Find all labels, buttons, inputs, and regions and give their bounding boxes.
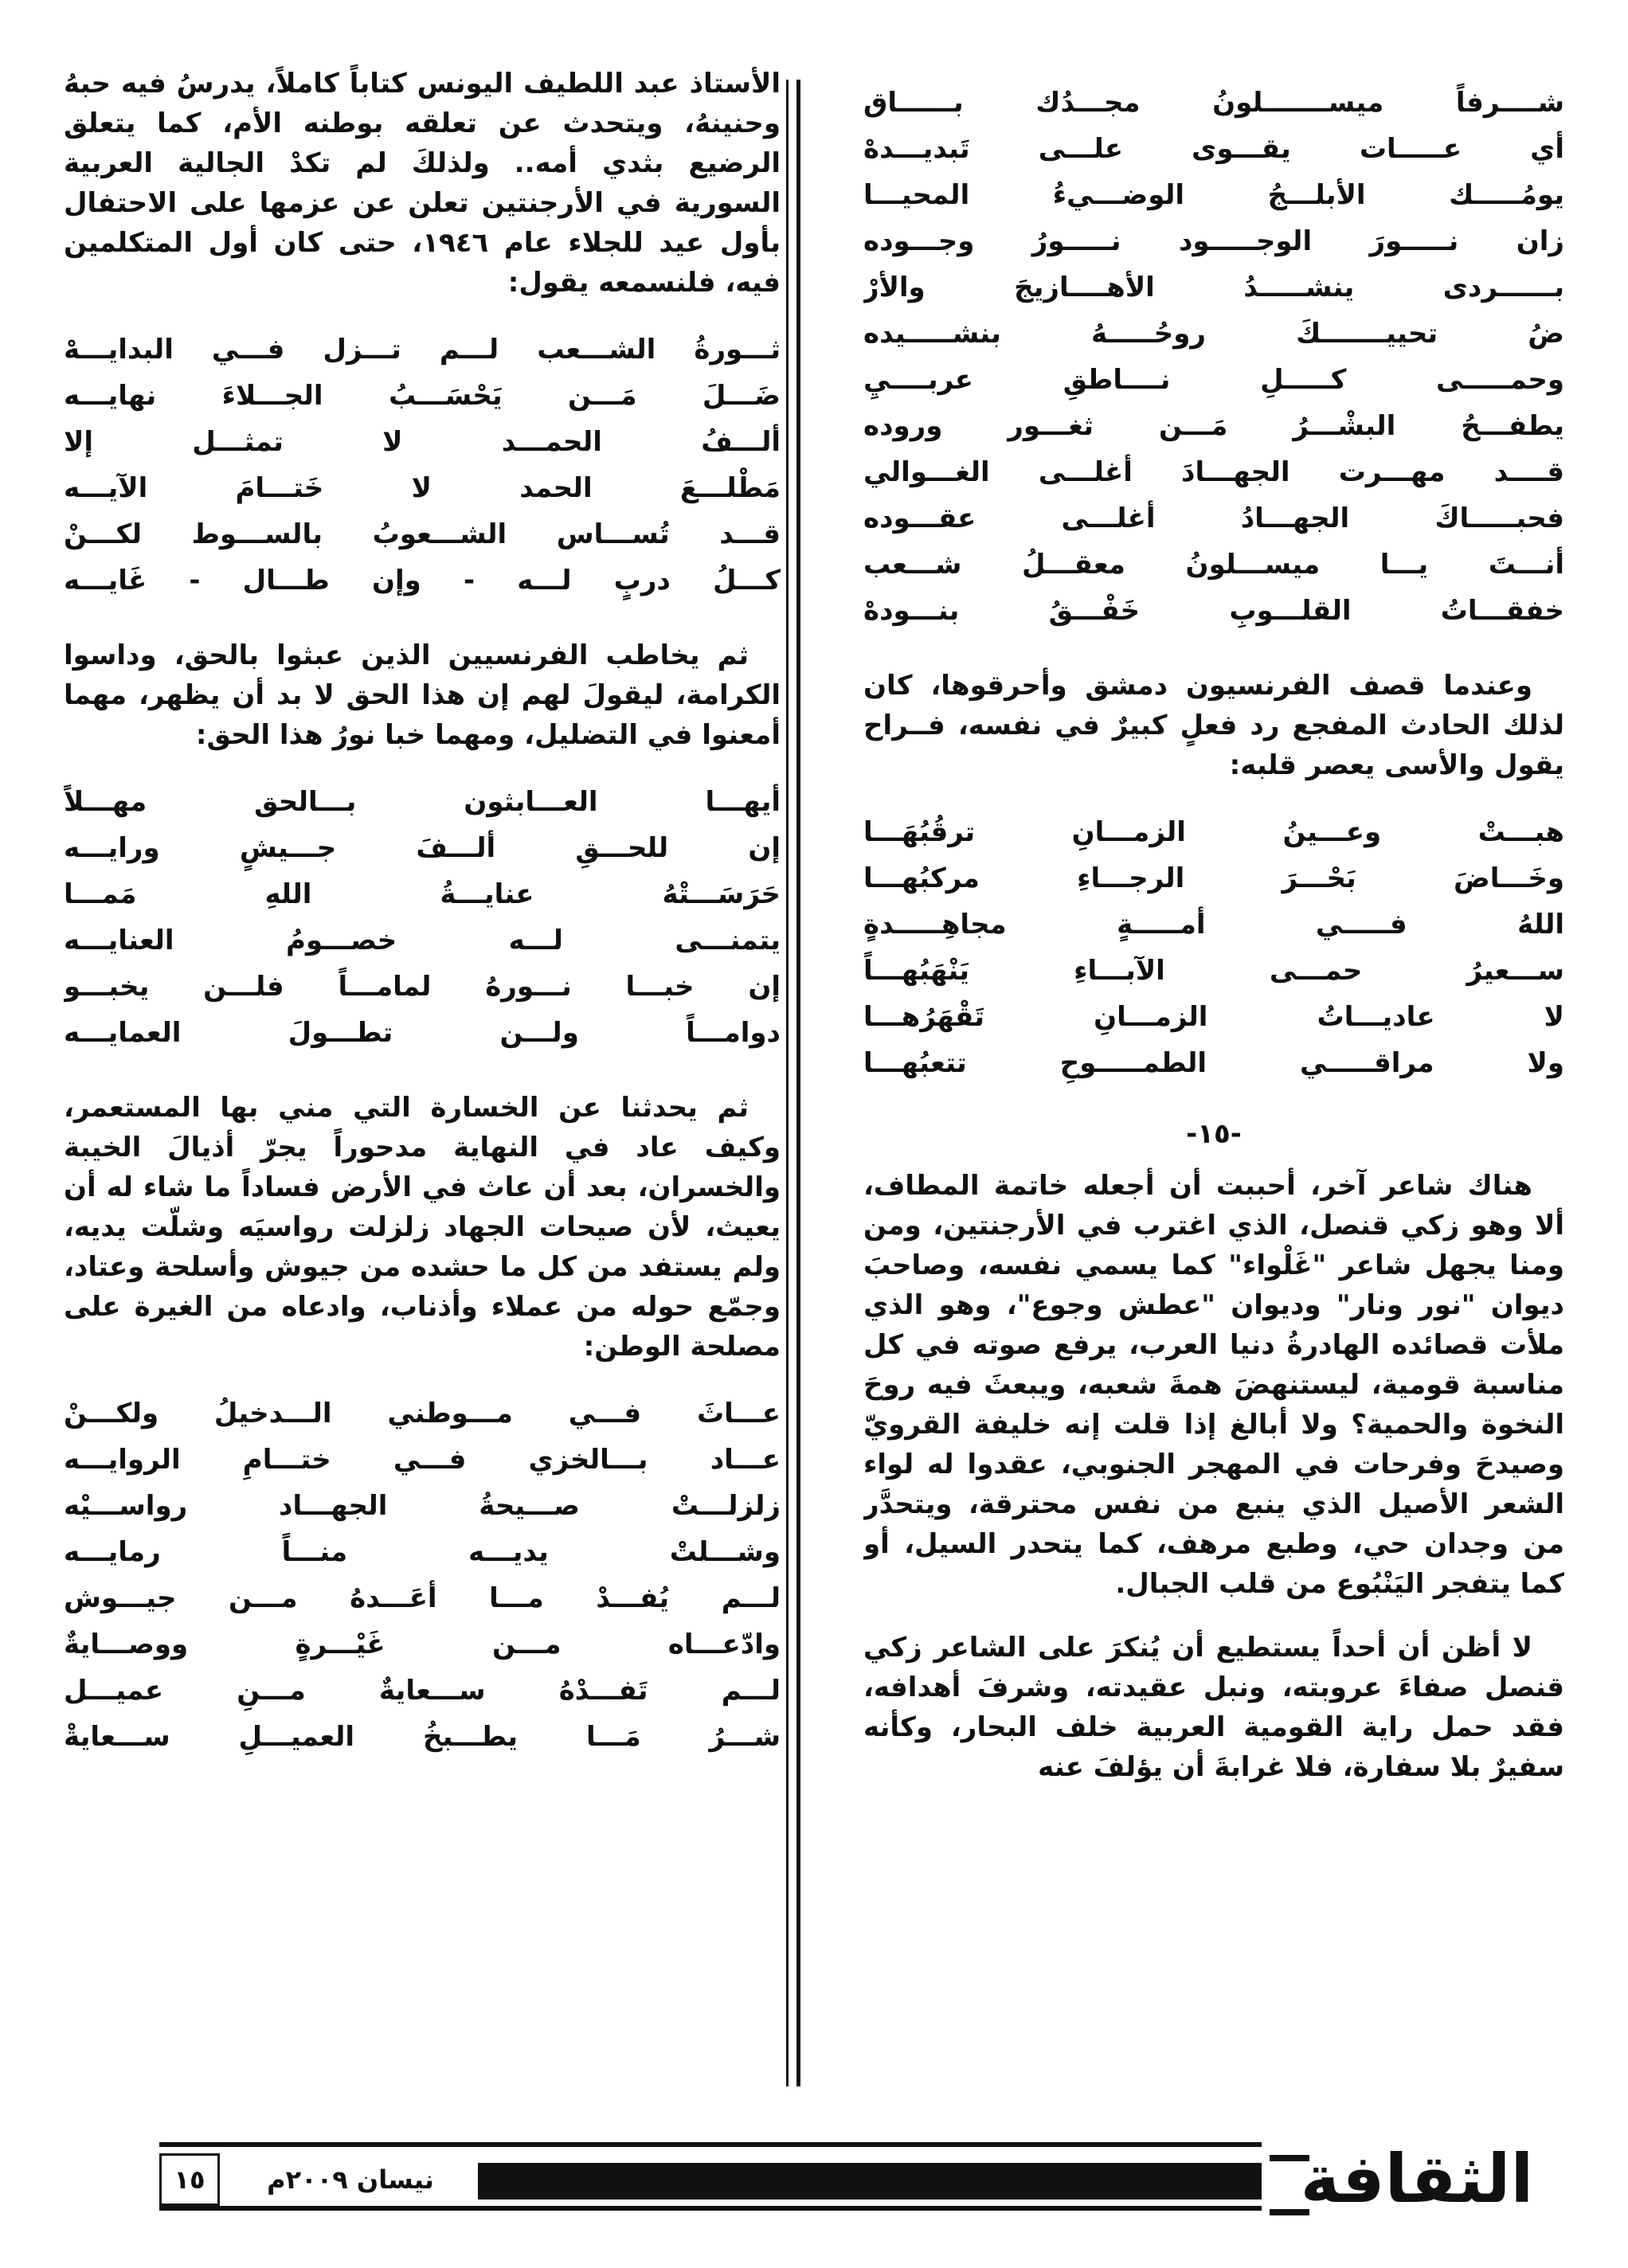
- poem-line: عـــاثَ فـــي مـــوطني الـــدخيلُ ولكـــنْ: [64, 1398, 781, 1429]
- paragraph: هناك شاعر آخر، أحببت أن أجعله خاتمة المطاف، ألا وهو زكي قنصل، الذي اغترب في الأرجنتين، ومن ومنا يجهل شاعر "غَلْواء" كما يسمي نفسه، وصاحبَ ديوان "نور ونار" وديوان "عطش وجوع"، وهو الذي ملأت قصائده الهادرةُ دنيا العرب، يرفع صوته في كل مناسبة قومية، ليستنهضَ همةَ شعبه، ويبعثَ فيه روحَ النخوة والحمية؟ ولا أبالغ إذا قلت إنه خليفة القرويّ وصيدحَ وفرحات في المهجر الجنوبي، عقدوا له لواء الشعر الأصيل الذي ينبع من نفس محترقة، ويتحدَّر من وجدان حي، وطبع مرهف، كما يتحدر السيل، أو كما يتفجر اليَنْبُوع من قلب الجبال.: [863, 1170, 1564, 1600]
- poem-intruder: [64, 1390, 781, 1760]
- poem-line: ضَـــلَ مَـــن يَحْسَـــبُ الجـــلاءَ نهايـــه: [64, 380, 781, 412]
- poem-line: ألـــفُ الحمـــد لا تمثـــل إلا: [64, 426, 781, 458]
- footer-rule: [159, 2142, 1262, 2147]
- poem-line: ثـــورةُ الشـــعب لـــم تـــزل فـــي البدايـــهْ: [64, 334, 781, 366]
- poem-line: أنـــتَ يـــا ميســـلونُ معقـــلُ شـــعب: [863, 549, 1564, 581]
- poem-line: دوامـــاً ولـــن تطـــولَ العمايـــه: [64, 1017, 781, 1049]
- poem-damascus: [863, 809, 1564, 1086]
- paragraph: لا أظن أن أحداً يستطيع أن يُنكرَ على الشاعر زكي قنصل صفاءَ عروبته، ونبل عقيدته، وشرفَ أهدافه، فقد حمل راية القومية العربية خلف البحار، وكأنه سفيرٌ بلا سفارة، فلا غرابةَ أن يؤلفَ عنه: [863, 1632, 1564, 1783]
- poem-line: بــــــردى ينشـــــدُ الأهــــازيجَ والأرْ: [863, 272, 1564, 303]
- poem-maysalun: [863, 80, 1564, 634]
- issue-date: نيسان ٢٠٠٩م: [267, 2164, 434, 2195]
- poem-line: قــــد مهـــرت الجهـــادَ أغلـــى الغـــوالي: [863, 456, 1564, 488]
- paragraph: الأستاذ عبد اللطيف اليونس كتاباً كاملاً، يدرسُ فيه حبهُ وحنينهُ، ويتحدث عن تعلقه بوطنه الأم، كما يتعلق الرضيع بثدي أمه.. ولذلكَ لم تكدْ الجالية العربية السورية في الأرجنتين تعلن عن عزمها على الاحتفال بأول عيد للجلاء عام ١٩٤٦، حتى كان أول المتكلمين فيه، فلنسمعه يقول:: [64, 68, 781, 299]
- page-number: ١٥: [159, 2153, 220, 2206]
- poem-line: ســـعيرُ حمـــى الآبـــاءِ يَنْهَبُهـــاً: [863, 955, 1564, 987]
- footer-rule: [159, 2206, 1262, 2211]
- footer-bar: [478, 2163, 1262, 2200]
- poem-line: لـــم تَفـــدْهُ ســـعايةٌ مـــنِ عميـــل: [64, 1675, 781, 1707]
- poem-line: ضُ تحييـــــــكَ روحُـــــهُ بنشـــــيده: [863, 318, 1564, 350]
- poem-line: شــــرفاً ميســـــــلونُ مجـــدُك بــــــاق: [863, 87, 1564, 119]
- poem-line: كـــلُ دربٍ لـــه - وإن طـــال - غَايـــه: [64, 565, 781, 596]
- poem-line: يطفـــحُ البشْـــرُ مَـــن ثغـــور وروده: [863, 410, 1564, 442]
- poem-line: شـــرُ مَـــا يطـــبخُ العميـــلِ ســـعايةْ: [64, 1721, 781, 1753]
- poem-line: حَرَسَـــتْهُ عنايـــةُ اللهِ مَمـــا: [64, 878, 781, 910]
- poem-line: زلزلـــتْ صـــيحةُ الجهـــاد رواســـيْه: [64, 1490, 781, 1522]
- column-divider: [786, 80, 799, 2086]
- poem-line: إن خبـــا نـــورهُ لمامـــاً فلـــن يخبـــو: [64, 971, 781, 1003]
- poem-line: وخَـــاضَ بَحْـــرَ الرجـــاءِ مركبُهـــا: [863, 862, 1564, 894]
- paragraph: ثم يحدثنا عن الخسارة التي مني بها المستعمر، وكيف عاد في النهاية مدحوراً يجرّ أذيالَ الخيبة والخسران، بعد أن عاث في الأرض فساداً ما شاء له أن يعيث، لأن صيحات الجهاد زلزلت رواسيَه وشلّت يديه، ولم يستفد من كل ما حشده من جيوش وأسلحة وعتاد، وجمّع حوله من عملاء وأذناب، وادعاه من الغيرة على مصلحة الوطن:: [64, 1092, 781, 1363]
- poem-line: قـــد تُســـاس الشـــعوبُ بالســـوط لكـــنْ: [64, 518, 781, 550]
- poem-line: يتمنـــى لـــه خصـــومُ العنايـــه: [64, 925, 781, 956]
- poem-line: أي عـــــات يقـــوى علـــى تَبديـــدهْ: [863, 133, 1564, 165]
- right-column: [863, 64, 1564, 2102]
- poem-line: لـــم يُفـــدْ مـــا أعَـــدهُ مـــن جيـــوش: [64, 1582, 781, 1614]
- poem-evacuation: [64, 327, 781, 604]
- poem-line: عـــاد بـــالخزي فـــي ختـــامِ الروايـــه: [64, 1444, 781, 1476]
- poem-line: إن للحـــقِ ألـــفَ جـــيشٍ ورايـــه: [64, 832, 781, 864]
- poem-line: وحمـــــى كـــــلِ نــــاطقِ عربــــيِ: [863, 364, 1564, 396]
- poem-line: زان نـــــورَ الوجـــــود نـــــورُ وجـــوده: [863, 225, 1564, 257]
- poem-line: فحبـــــاكَ الجهـــادُ أغلـــى عقـــوده: [863, 502, 1564, 534]
- section-number: -١٥-: [1186, 1118, 1242, 1150]
- poem-truth: [64, 779, 781, 1056]
- poem-line: هبـــتْ وعـــينُ الزمـــانِ ترقُبُهَـــا: [863, 816, 1564, 848]
- poem-line: يومُـــــك الأبلـــجُ الوضـــيءُ المحيـــا: [863, 179, 1564, 211]
- left-column: [64, 64, 781, 2102]
- page-footer: [159, 2140, 1564, 2218]
- poem-line: أيهـــا العـــابثون بـــالحق مهـــلاً: [64, 786, 781, 818]
- poem-line: خفقـــاتُ القلـــوبِ خَفْـــقُ بنـــودهْ: [863, 595, 1564, 627]
- poem-line: مَطْلـــعَ الحمد لا خَتـــامَ الآيـــه: [64, 472, 781, 504]
- poem-line: لا عاديـــاتُ الزمـــانِ تَقْهَرُهـــا: [863, 1001, 1564, 1033]
- poem-line: اللهُ فـــــي أمـــــةٍ مجاهِـــــدةٍ: [863, 909, 1564, 940]
- poem-line: وادّعـــاه مـــن غَيْـــرةٍ ووصـــايةٌ: [64, 1629, 781, 1660]
- poem-line: ولا مراقـــــي الطمـــــوحِ تتعبُهـــا: [863, 1047, 1564, 1079]
- paragraph: وعندما قصف الفرنسيون دمشق وأحرقوها، كان لذلك الحادث المفجع رد فعلٍ كبيرٌ في نفسه، فــراح يقول والأسى يعصر قلبه:: [863, 670, 1564, 781]
- poem-line: وشـــلتْ يديـــه منـــاً رمايـــه: [64, 1536, 781, 1568]
- magazine-logo: الثقافة: [1270, 2139, 1564, 2219]
- paragraph: ثم يخاطب الفرنسيين الذين عبثوا بالحق، وداسوا الكرامة، ليقولَ لهم إن هذا الحق لا بد أن يظهر، مهما أمعنوا في التضليل، ومهما خبا نورُ هذا الحق:: [64, 639, 781, 751]
